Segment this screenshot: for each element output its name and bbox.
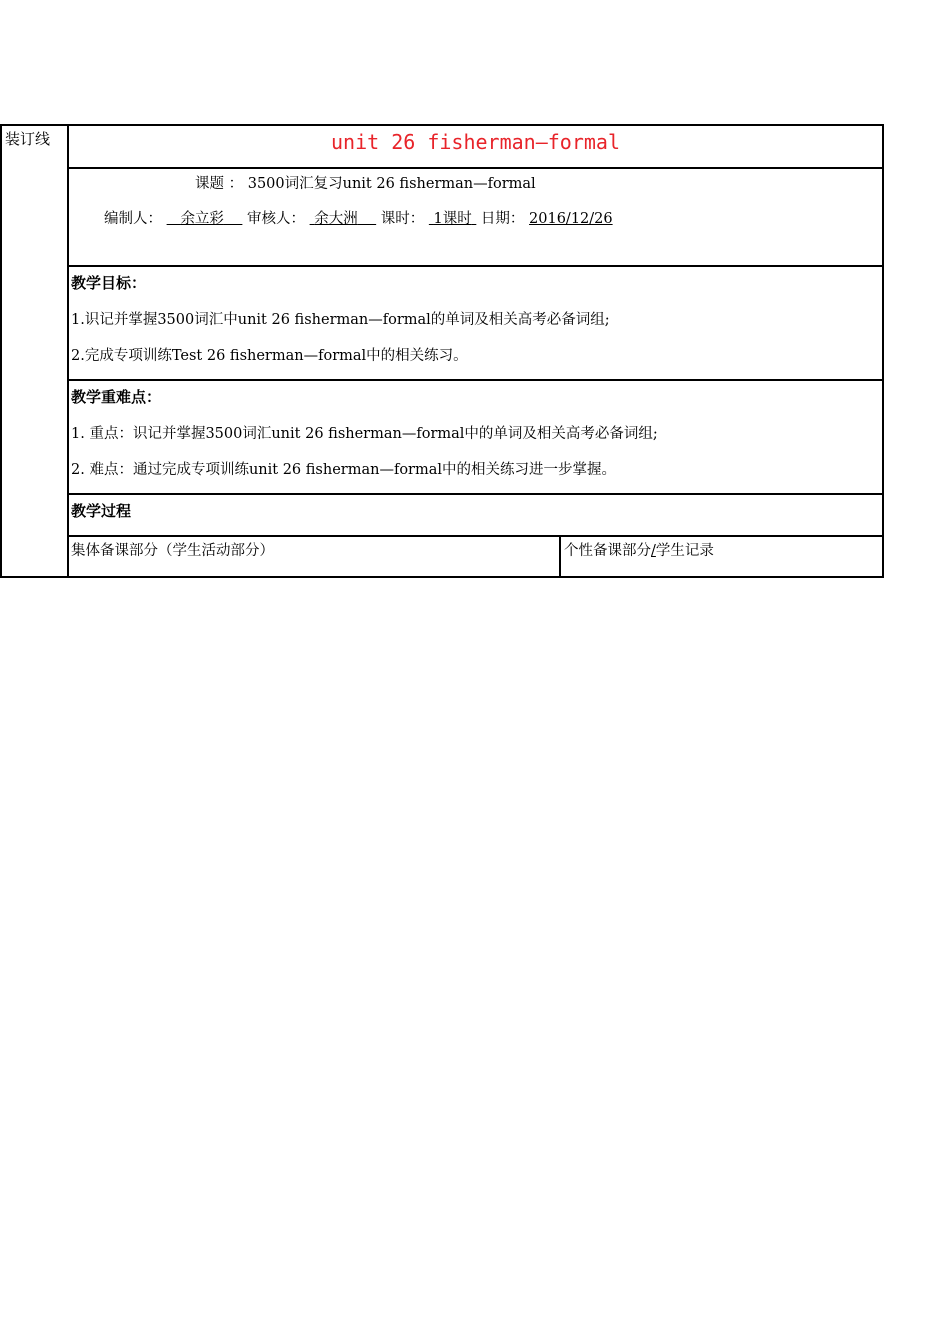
individual-prep-label: 个性备课部分/学生记录	[564, 543, 714, 559]
binding-label: 装订线	[5, 130, 51, 148]
key-point-item-2: 2. 难点：通过完成专项训练unit 26 fisherman—formal中的相关练习进一步掌握。	[71, 462, 617, 478]
period-label: 课时：	[380, 211, 425, 227]
key-points-heading: 教学重难点：	[71, 388, 162, 406]
goals-row	[69, 267, 882, 381]
title-row	[69, 126, 882, 169]
date-label: 日期：	[480, 211, 525, 227]
goal-item-1: 1.识记并掌握3500词汇中unit 26 fisherman—formal的单词及相关高考必备词组;	[71, 312, 610, 328]
individual-prep-cell	[561, 537, 882, 578]
process-heading: 教学过程	[71, 502, 132, 520]
key-points-row	[69, 381, 882, 495]
binding-column	[0, 124, 69, 578]
split-row	[69, 537, 882, 578]
meta-line	[104, 207, 613, 228]
page-title: unit 26 fisherman—formal	[331, 130, 620, 154]
topic-label: 课题 ：	[195, 176, 244, 192]
lesson-plan-table	[69, 124, 884, 578]
date-value: 2016/12/26	[529, 211, 613, 227]
group-prep-label: 集体备课部分（学生活动部分）	[71, 543, 274, 559]
topic-value: 3500词汇复习unit 26 fisherman—formal	[247, 176, 536, 192]
reviewer-value: 余大洲	[314, 211, 358, 227]
info-row	[69, 169, 882, 267]
key-point-item-1: 1. 重点：识记并掌握3500词汇unit 26 fisherman—formal中的单词及相关高考必备词组;	[71, 426, 658, 442]
period-value: 1课时	[433, 211, 472, 227]
reviewer-label: 审核人：	[246, 211, 305, 227]
group-prep-cell	[69, 537, 561, 578]
goals-heading: 教学目标：	[71, 274, 147, 292]
process-row	[69, 495, 882, 537]
editor-value: 余立彩	[180, 211, 224, 227]
goal-item-2: 2.完成专项训练Test 26 fisherman—formal中的相关练习。	[71, 348, 468, 364]
topic-line	[195, 172, 536, 193]
editor-label: 编制人：	[104, 211, 162, 227]
